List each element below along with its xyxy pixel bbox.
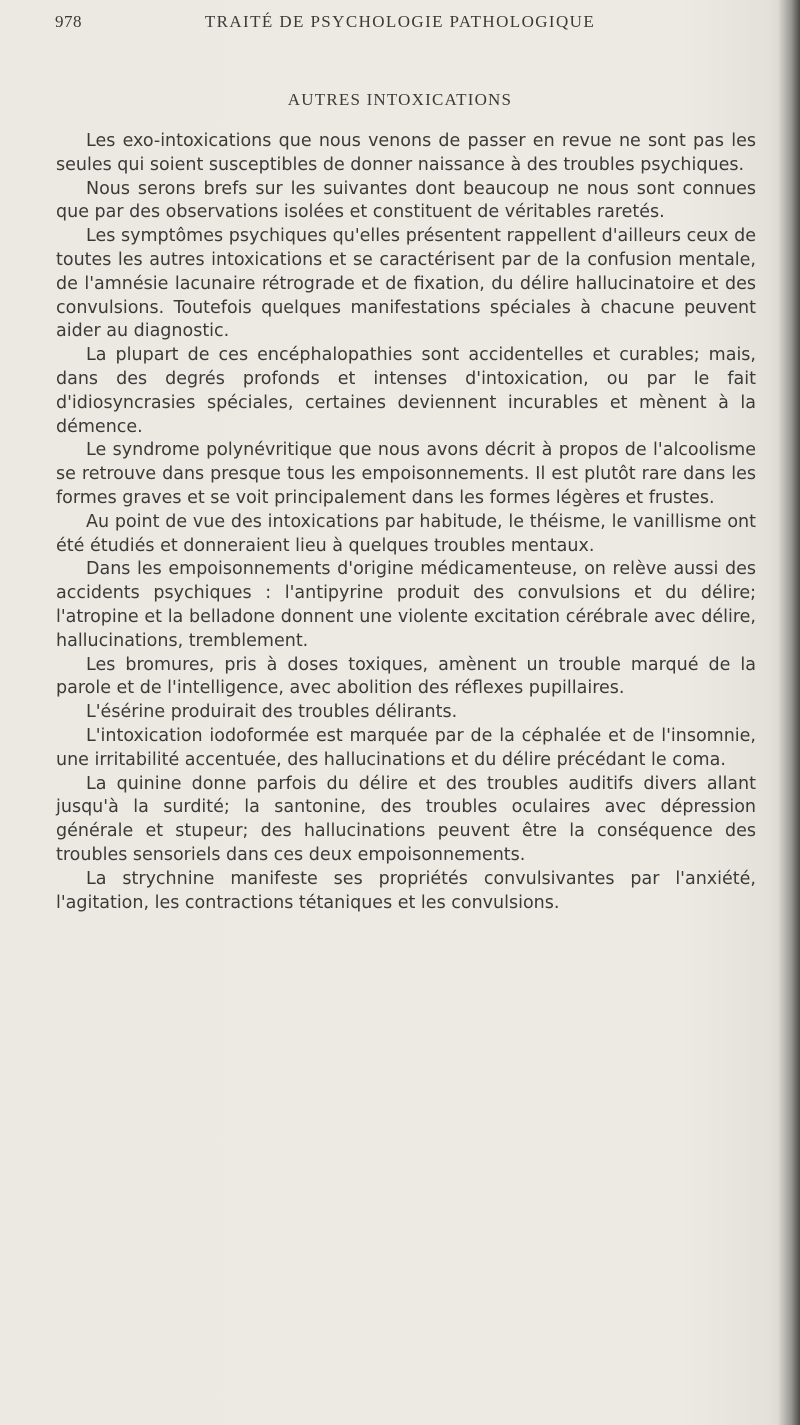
paragraph: La plupart de ces encéphalopathies sont accidentelles et curables; mais, dans des degrés profonds et intenses d'intoxication, ou par le fait d'idiosyncrasies spéciales, certaines deviennent incurables et mènent à la démence. bbox=[56, 345, 756, 437]
paragraph: La quinine donne parfois du délire et des troubles auditifs divers allant jusqu'à la surdité; la santonine, des troubles oculaires avec dépression générale et stupeur; des hallucinations peuvent être la conséquence des troubles sensoriels dans ces deux empoisonnements. bbox=[56, 773, 756, 865]
paragraph: Les bromures, pris à doses toxiques, amènent un trouble marqué de la parole et de l'intelligence, avec abolition des réflexes pupillaires. bbox=[56, 654, 756, 699]
paragraph: La strychnine manifeste ses propriétés convulsivantes par l'anxiété, l'agitation, les contractions tétaniques et les convulsions. bbox=[56, 868, 756, 913]
paragraph: Les exo-intoxications que nous venons de passer en revue ne sont pas les seules qui soient susceptibles de donner naissance à des troubles psychiques. bbox=[56, 131, 756, 175]
page-binding-shadow bbox=[778, 0, 800, 1425]
book-title: TRAITÉ DE PSYCHOLOGIE PATHOLOGIQUE bbox=[204, 12, 596, 31]
paragraph: Dans les empoisonnements d'origine médicamenteuse, on relève aussi des accidents psychiques : l'antipyrine produit des convulsions et du délire; l'atropine et la belladone donnent une violente excitation cérébrale avec délire, hallucinations, tremblement. bbox=[56, 559, 756, 651]
page-number: 978 bbox=[55, 12, 82, 31]
paragraph: Le syndrome polynévritique que nous avons décrit à propos de l'alcoolisme se retrouve dans presque tous les empoisonnements. Il est plutôt rare dans les formes graves et se voit principalement dans les formes légères et frustes. bbox=[56, 440, 756, 508]
section-title: AUTRES INTOXICATIONS bbox=[287, 90, 513, 109]
body-text bbox=[56, 130, 756, 915]
paragraph: Au point de vue des intoxications par habitude, le théisme, le vanillisme ont été étudiés et donneraient lieu à quelques troubles mentaux. bbox=[56, 511, 756, 556]
paragraph: Les symptômes psychiques qu'elles présentent rappellent d'ailleurs ceux de toutes les autres intoxications et se caractérisent par de la confusion mentale, de l'amnésie lacunaire rétrograde et de fixation, du délire hallucinatoire et des convulsions. Toutefois quelques manifestations spéciales à chacune peuvent aider au diagnostic. bbox=[56, 226, 756, 342]
paragraph: L'intoxication iodoformée est marquée par de la céphalée et de l'insomnie, une irritabilité accentuée, des hallucinations et du délire précédant le coma. bbox=[56, 725, 756, 770]
running-head bbox=[0, 12, 800, 42]
paragraph: L'ésérine produirait des troubles délirants. bbox=[86, 702, 458, 723]
paragraph: Nous serons brefs sur les suivantes dont beaucoup ne nous sont connues que par des observations isolées et constituent de véritables raretés. bbox=[56, 178, 756, 223]
